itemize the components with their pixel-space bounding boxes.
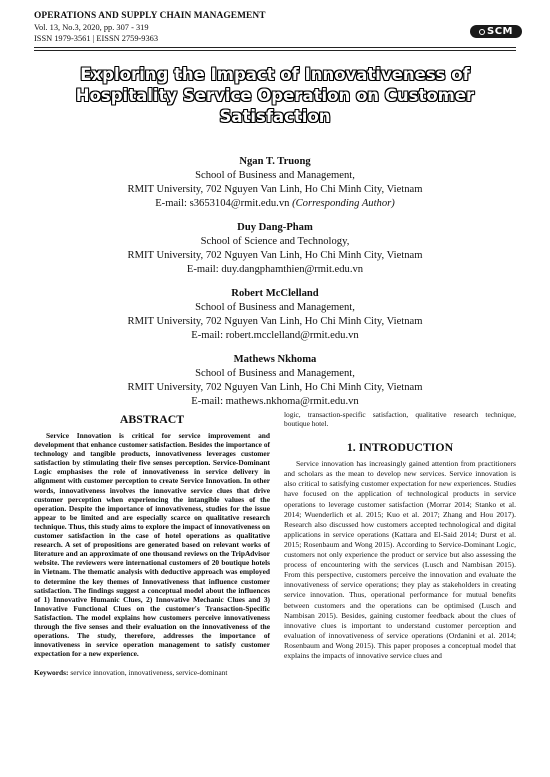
author-dept: School of Business and Management, — [195, 170, 355, 181]
header-rule — [34, 47, 516, 48]
header-rule-2 — [34, 50, 516, 51]
corresponding-note: (Corresponding Author) — [292, 198, 395, 209]
author-block — [34, 155, 516, 211]
abstract-heading: ABSTRACT — [119, 412, 185, 426]
author-email-line — [34, 197, 516, 211]
author-email: E-mail: robert.mcclelland@rmit.edu.vn — [191, 330, 359, 341]
logo-o-icon — [479, 29, 485, 35]
abstract-body: Service Innovation is critical for service improvement and development that enhance customer satisfaction. Besides the importance of technology and tangible products, innovativeness leverages customer satisfaction by stimulating their five senses perception. Service-Dominant Logic emphasises the role of innovativeness in service delivery in alignment with customer perception to create Service Innovation. In other words, innovativeness involves the innovative service clues that drive customer perception when experiencing the intangible values of the operation. Despite the importance of innovativeness, studies for the issue appear to be limited and are especially scarce on qualitative research technique. Thus, this study aims to explore the impact of innovativeness on customer satisfaction in the case of hotel operations as qualitative research. A set of propositions are generated based on relevant works of literature and an approximate of one thousand reviews on the TripAdvisor website. The reviewers were international customers of 20 boutique hotels in Vietnam. The thematic analysis with deductive approach was employed to determine the key themes of Innovativeness that influence customer satisfaction. The findings suggest a conceptual model about the influences of 1) Innovative Humanic Clues, 2) Innovative Mechanic Clues and 3) Innovative Functional Clues on the customer's Transaction-Specific Satisfaction. The model explains how customers perceive innovativeness through the five senses and their evaluation on the innovativeness of the operations. The study, therefore, addresses the importance of innovativeness in service operation management to satisfy customer expectation for a new experience. — [34, 431, 270, 659]
journal-logo — [470, 25, 522, 38]
author-block — [34, 353, 516, 409]
author-name: Duy Dang-Pham — [237, 222, 313, 233]
introduction-heading: 1. INTRODUCTION — [346, 440, 454, 455]
keywords-continued: logic, transaction-specific satisfaction, qualitative research technique, boutique hotel. — [284, 410, 516, 429]
keywords — [34, 668, 270, 677]
logo-text: SCM — [487, 26, 513, 37]
journal-issn: ISSN 1979-3561 | EISSN 2759-9363 — [34, 34, 159, 43]
journal-header — [34, 11, 516, 44]
author-block — [34, 221, 516, 277]
left-column — [34, 412, 270, 677]
author-dept: School of Business and Management, — [195, 302, 355, 313]
author-address: RMIT University, 702 Nguyen Van Linh, Ho Chi Minh City, Vietnam — [127, 250, 423, 261]
right-column — [284, 410, 516, 661]
author-email: E-mail: mathews.nkhoma@rmit.edu.vn — [191, 396, 359, 407]
author-name: Robert McClelland — [231, 288, 319, 299]
author-address: RMIT University, 702 Nguyen Van Linh, Ho Chi Minh City, Vietnam — [127, 382, 423, 393]
author-email: E-mail: s3653104@rmit.edu.vn — [155, 198, 290, 209]
journal-name: OPERATIONS AND SUPPLY CHAIN MANAGEMENT — [34, 11, 266, 21]
author-name: Ngan T. Truong — [239, 156, 311, 167]
introduction-body: Service innovation has increasingly gained attention from practitioners and scholars as the mean to develop new services. Service innovation is also critical to satisfying customer expectation for new experiences. Studies have focused on the application of technological products in service operations to leverage customer satisfaction (Morrar 2014; Stanko et al. 2014; Wuenderlich et al. 2015; Kuo et al. 2017; Zhang and Hou 2017). Research also discussed how customers accepted technological and digital applications in service operations (Kattara and El-Said 2014; Durst et al. 2015; Rosenbaum and Wong 2015). According to Service-Dominant Logic, customers not only experience the product or service but also assessing the process of encountering with the services (Lusch and Nambisan 2015). From this perspective, customers perceive the innovation and evaluate the innovativeness of service operations; they play as stakeholders in creating service innovation. Thus, operational performance for mutual benefits between customers and the operations can be optimised (Lusch and Nambisan 2015). Besides, gaining customer feedback about the clues of innovative clues is important to understand customer perception and evaluation of innovativeness of service operations (Ordanini et al. 2014; Rosenbaum and Wong 2015). This paper proposes a conceptual model that explains the impacts of innovative service clues and — [284, 459, 516, 660]
author-address: RMIT University, 702 Nguyen Van Linh, Ho Chi Minh City, Vietnam — [127, 184, 423, 195]
keywords-text: service innovation, innovativeness, service-dominant — [70, 668, 228, 678]
paper-title: Exploring the Impact of Innovativeness of Hospitality Service Operation on Customer Satisfaction — [75, 65, 475, 126]
keywords-label: Keywords: — [34, 668, 69, 678]
author-dept: School of Science and Technology, — [200, 236, 350, 247]
author-block — [34, 287, 516, 343]
author-dept: School of Business and Management, — [195, 368, 355, 379]
author-email: E-mail: duy.dangphamthien@rmit.edu.vn — [186, 264, 364, 275]
author-name: Mathews Nkhoma — [233, 354, 317, 365]
journal-volume: Vol. 13, No.3, 2020, pp. 307 - 319 — [34, 23, 149, 32]
author-list — [34, 155, 516, 419]
author-address: RMIT University, 702 Nguyen Van Linh, Ho Chi Minh City, Vietnam — [127, 316, 423, 327]
